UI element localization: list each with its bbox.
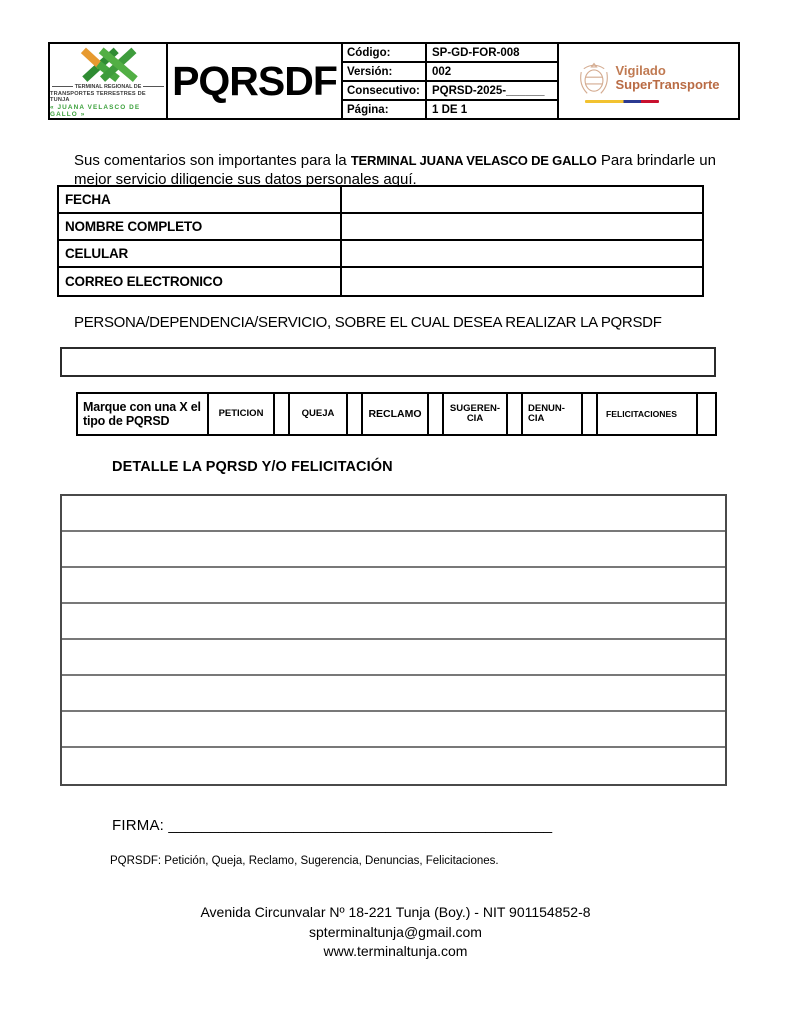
pqrsdf-definition-footnote: PQRSDF: Petición, Queja, Reclamo, Sugerencia, Denuncias, Felicitaciones. xyxy=(110,855,499,867)
fecha-label: FECHA xyxy=(59,187,342,212)
table-row-fecha xyxy=(59,187,702,214)
supertransporte-text: SuperTransporte xyxy=(615,76,720,92)
table-row-celular xyxy=(59,241,702,268)
meta-label: Código: xyxy=(343,44,427,61)
detail-line[interactable] xyxy=(62,748,725,784)
meta-row-pagina xyxy=(343,101,557,118)
nombre-label: NOMBRE COMPLETO xyxy=(59,214,342,239)
detalle-writing-area xyxy=(60,494,727,786)
peticion-checkbox[interactable] xyxy=(275,394,290,434)
intro-text-post: Para brindarle un mejor servicio diligencie sus datos personales aquí. xyxy=(74,152,716,188)
detail-line[interactable] xyxy=(62,532,725,568)
denuncia-label: DENUN-CIA xyxy=(523,394,583,434)
queja-checkbox[interactable] xyxy=(348,394,363,434)
meta-label: Página: xyxy=(343,101,427,118)
detail-line[interactable] xyxy=(62,712,725,748)
form-title: PQRSDF xyxy=(172,57,337,104)
meta-label: Versión: xyxy=(343,63,427,80)
fecha-value-cell[interactable] xyxy=(342,187,702,212)
persona-input-box[interactable] xyxy=(60,347,716,377)
detail-line[interactable] xyxy=(62,640,725,676)
header xyxy=(48,42,740,120)
denuncia-checkbox[interactable] xyxy=(583,394,598,434)
detalle-section-heading: DETALLE LA PQRSD Y/O FELICITACIÓN xyxy=(112,459,393,475)
terminal-name-bold: TERMINAL JUANA VELASCO DE GALLO xyxy=(350,153,597,168)
terminal-logo xyxy=(50,44,168,118)
colombia-flag-bar xyxy=(585,100,659,104)
detail-line[interactable] xyxy=(62,496,725,532)
footer-website: www.terminaltunja.com xyxy=(323,943,468,959)
celular-value-cell[interactable] xyxy=(342,241,702,266)
detail-line[interactable] xyxy=(62,568,725,604)
nombre-value-cell[interactable] xyxy=(342,214,702,239)
supertransporte-logo xyxy=(559,44,738,118)
firma-label: FIRMA: xyxy=(112,817,165,834)
table-row-correo xyxy=(59,268,702,295)
meta-value: SP-GD-FOR-008 xyxy=(432,46,520,59)
celular-label: CELULAR xyxy=(59,241,342,266)
intro-paragraph xyxy=(74,152,718,189)
detail-line[interactable] xyxy=(62,676,725,712)
queja-label: QUEJA xyxy=(290,394,348,434)
logo-name-line1: TERMINAL REGIONAL DE xyxy=(52,84,164,90)
footer-email: spterminaltunja@gmail.com xyxy=(309,923,482,940)
table-row-nombre xyxy=(59,214,702,241)
firma-row xyxy=(112,817,552,834)
tipo-table-label: Marque con una X el tipo de PQRSD xyxy=(78,394,209,434)
meta-value: 002 xyxy=(432,65,452,78)
intro-text-pre: Sus comentarios son importantes para la xyxy=(74,152,351,169)
meta-label: Consecutivo: xyxy=(343,82,427,99)
logo-name-line3: « JUANA VELASCO DE GALLO » xyxy=(50,104,141,118)
sugerencia-checkbox[interactable] xyxy=(508,394,523,434)
logo-name-line2: TRANSPORTES TERRESTRES DE TUNJA xyxy=(50,90,146,103)
reclamo-label: RECLAMO xyxy=(363,394,429,434)
meta-row-version xyxy=(343,63,557,82)
tipo-pqrsd-table xyxy=(76,392,717,436)
footer xyxy=(0,903,791,962)
meta-value: 1 DE 1 xyxy=(432,103,468,116)
supertransporte-emblem-icon xyxy=(577,59,611,97)
correo-value-cell[interactable] xyxy=(342,268,702,295)
meta-row-consecutivo xyxy=(343,82,557,101)
persona-section-heading: PERSONA/DEPENDENCIA/SERVICIO, SOBRE EL CUAL DESEA REALIZAR LA PQRSDF xyxy=(74,314,662,331)
personal-data-table xyxy=(57,185,704,297)
felicitaciones-checkbox[interactable] xyxy=(698,394,715,434)
meta-row-codigo xyxy=(343,44,557,63)
felicitaciones-label: FELICITACIONES xyxy=(598,394,698,434)
footer-address: Avenida Circunvalar Nº 18-221 Tunja (Boy.) - NIT 901154852-8 xyxy=(200,904,591,920)
form-title-cell xyxy=(168,44,343,118)
reclamo-checkbox[interactable] xyxy=(429,394,444,434)
correo-label: CORREO ELECTRONICO xyxy=(59,268,342,295)
vigilado-text: Vigilado xyxy=(615,63,666,79)
document-meta-table xyxy=(343,44,559,118)
meta-value: PQRSD-2025-______ xyxy=(432,84,545,97)
firma-signature-line[interactable]: ______________________________________________ xyxy=(168,817,553,834)
sugerencia-label: SUGEREN-CIA xyxy=(444,394,508,434)
detail-line[interactable] xyxy=(62,604,725,640)
terminal-logo-icon xyxy=(58,47,158,83)
peticion-label: PETICION xyxy=(209,394,275,434)
